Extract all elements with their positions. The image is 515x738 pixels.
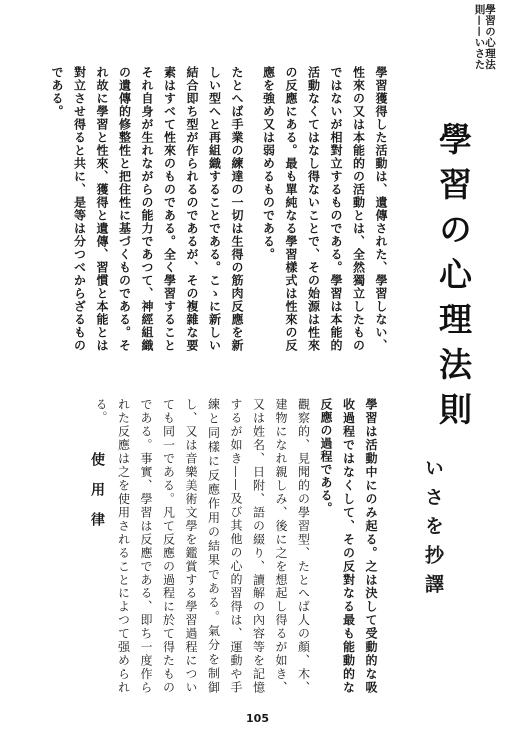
- body-upper-right-column: [261, 66, 392, 352]
- body-paragraph-activity: 學習は活動中にのみ起る。之は決して受動的な吸收過程ではなくして、その反對なる最も能動的な反應の過程である。: [319, 398, 378, 694]
- article-title: 學習の心理法則: [434, 122, 473, 437]
- translator-credit: いさを抄譯: [422, 458, 444, 603]
- body-paragraph-observation: 觀察的、見聞的の學習型、たとへば人の顏、木、建物になれ親しみ、後に之を想起し得るが如き、又は姓名、日附、語の綴り、讀解の內容等を記憶するが如き——及び其他の心的習得は、運動や手練と同樣に反應作用の結果である。氣分を制御し、又は音樂美術文學を鑑賞する學習過程についても同一である。凡て反應の過程に於て得たものである。事實、學習は反應である、即ち一度作られた反應は之を使用されることによつて强められる。: [94, 398, 311, 694]
- page-number: 105: [246, 712, 269, 725]
- body-paragraph-intro: 學習獲得した活動は、遺傳された、學習しない、性來の又は本能的の活動とは、全然獨立したものではないが相對立するものである。學習は本能的活動なくてはなし得ないことで、その始源は性來の反應にある。最も單純なる學習樣式は性來の反應を強め又は弱めるものである。: [261, 66, 388, 352]
- running-header: 學習の心理法則——いさた: [473, 4, 496, 70]
- body-upper-left-column: [50, 66, 248, 352]
- body-paragraph-continued: たとへば手業の練達の一切は生得の筋肉反應を新しい型へと再組織することである。こゝに新しい結合即ち型が作られるのであるが、その複雜な要素はすべて性來のものである。全く學習することそれ自身が生れながらの能力であつて、神經組織の遺傳的修整性と把住性に基づくものである。それ故に學習と性來、獲得と遺傳、習慣と本能とは對立させ得ると共に、是等は分つべからざるものである。: [50, 66, 244, 352]
- section-heading-law-of-use: 使用律: [89, 452, 105, 542]
